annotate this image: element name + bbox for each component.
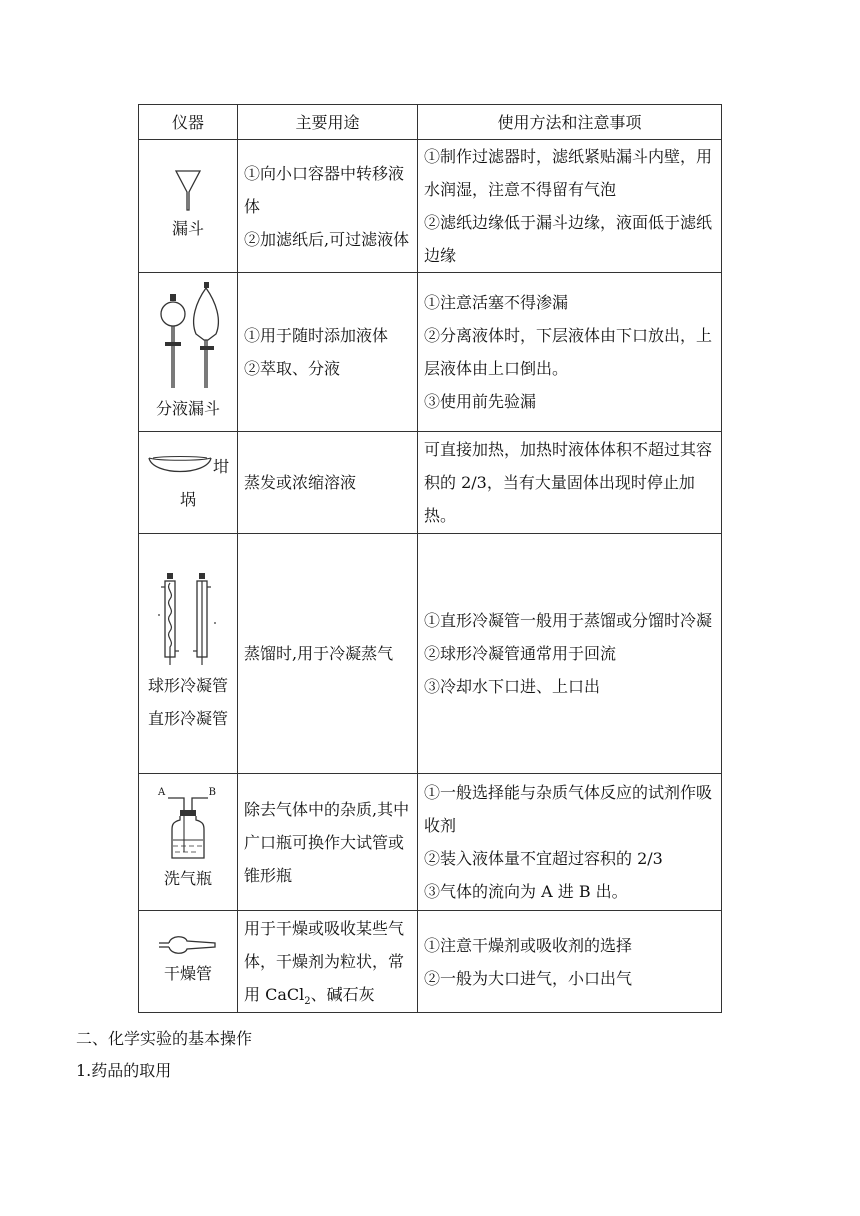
notes-line: ③使用前先验漏 (424, 392, 537, 411)
uses-cell (238, 534, 418, 774)
instrument-cell (139, 140, 238, 273)
funnel-icon (173, 168, 203, 212)
instrument-name: 漏斗 (171, 218, 204, 238)
subsection-heading: 1.药品的取用 (76, 1061, 172, 1080)
instrument-name: 干燥管 (163, 964, 212, 983)
notes-line: ③冷却水下口进、上口出 (424, 677, 601, 696)
notes-line: ②滤纸边缘低于漏斗边缘，液面低于滤纸边缘 (424, 213, 713, 265)
uses-subscript: 2 (304, 996, 311, 1008)
notes-cell (418, 140, 722, 273)
uses-text-main: 用于干燥或吸收某些气体，干燥剂为粒状，常用 CaCl (244, 919, 405, 1004)
uses-text-end: 、碱石灰 (310, 985, 375, 1004)
table-row (139, 432, 722, 534)
condenser-icon (153, 573, 223, 669)
notes-line: ①一般选择能与杂质气体反应的试剂作吸收剂 (424, 783, 713, 835)
instrument-cell (139, 911, 238, 1013)
notes-line: ①注意活塞不得渗漏 (424, 293, 569, 312)
uses-cell (238, 911, 418, 1013)
crucible-icon (147, 452, 213, 480)
uses-cell (238, 140, 418, 273)
uses-line: 蒸发或浓缩溶液 (244, 473, 357, 492)
table-row (139, 534, 722, 774)
drying-tube-icon (157, 933, 219, 957)
instrument-table (138, 104, 722, 1013)
header-uses: 主要用途 (238, 105, 418, 140)
notes-cell (418, 432, 722, 534)
outlet-label-b: B (208, 786, 216, 798)
uses-line: 除去气体中的杂质,其中广口瓶可换作大试管或锥形瓶 (244, 799, 410, 885)
header-notes: 使用方法和注意事项 (418, 105, 722, 140)
table-row (139, 273, 722, 432)
notes-line: ③气体的流向为 A 进 B 出。 (424, 882, 628, 901)
uses-line: ①向小口容器中转移液体 (244, 163, 405, 216)
table-row (139, 911, 722, 1013)
inlet-label-a: A (158, 786, 166, 798)
uses-line: ②萃取、分液 (244, 359, 341, 378)
instrument-name: 直形冷凝管 (147, 708, 228, 728)
table-row (139, 774, 722, 911)
instrument-name-part: 坩 (212, 456, 229, 476)
notes-line: ②分离液体时，下层液体由下口放出，上层液体由上口倒出。 (424, 326, 713, 378)
instrument-name: 分液漏斗 (155, 398, 220, 418)
notes-line: ①注意干燥剂或吸收剂的选择 (424, 935, 633, 955)
table-row (139, 140, 722, 273)
instrument-cell (139, 774, 238, 911)
notes-cell (418, 534, 722, 774)
uses-line: 蒸馏时,用于冷凝蒸气 (244, 644, 394, 663)
notes-cell (418, 911, 722, 1013)
notes-line: ②球形冷凝管通常用于回流 (424, 644, 617, 663)
instrument-cell (139, 432, 238, 534)
uses-cell (238, 432, 418, 534)
notes-line: ①制作过滤器时，滤纸紧贴漏斗内壁，用水润湿，注意不得留有气泡 (424, 147, 713, 199)
instrument-name: 洗气瓶 (163, 868, 212, 888)
notes-line: ②装入液体量不宜超过容积的 2/3 (424, 849, 663, 868)
uses-line: ①用于随时添加液体 (244, 326, 389, 345)
notes-cell (418, 273, 722, 432)
gas-washing-bottle-icon (158, 790, 218, 862)
table-header-row (139, 105, 722, 140)
notes-line: ①直形冷凝管一般用于蒸馏或分馏时冷凝 (424, 611, 713, 630)
instrument-name: 球形冷凝管 (147, 675, 228, 695)
uses-cell (238, 273, 418, 432)
uses-cell (238, 774, 418, 911)
instrument-name-part: 埚 (179, 489, 196, 509)
uses-line: ②加滤纸后,可过滤液体 (244, 229, 410, 249)
notes-cell (418, 774, 722, 911)
separatory-funnel-icon (150, 280, 226, 392)
uses-text (244, 919, 405, 1008)
header-instrument: 仪器 (139, 105, 238, 140)
instrument-cell (139, 273, 238, 432)
section-heading: 二、化学实验的基本操作 (76, 1029, 253, 1048)
notes-line: 可直接加热，加热时液体体积不超过其容积的 2/3，当有大量固体出现时停止加热。 (424, 440, 713, 525)
notes-line: ②一般为大口进气，小口出气 (424, 968, 633, 988)
instrument-cell (139, 534, 238, 774)
